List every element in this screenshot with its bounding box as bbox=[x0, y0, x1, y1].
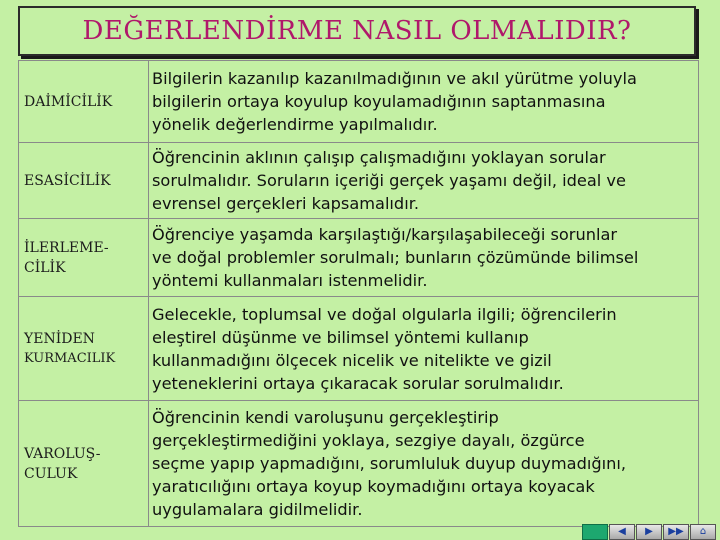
table-row-daimicilik bbox=[19, 61, 699, 143]
page-title: DEĞERLENDİRME NASIL OLMALIDIR? bbox=[82, 16, 632, 46]
row-text: Öğrenciye yaşamda karşılaştığı/karşılaşabileceği sorunlar ve doğal problemler sorulmalı; bunların çözümünde bilimsel yöntemi kullanmaları istenmelidir. bbox=[149, 219, 699, 297]
table-row-esasicilik bbox=[19, 143, 699, 219]
row-text: Gelecekle, toplumsal ve doğal olgularla ilgili; öğrencilerin eleştirel düşünme ve bilimsel yöntemi kullanıp kullanmadığını ölçecek nicelik ve nitelikte ve gizil yeteneklerini ortaya çıkaracak sorular sorulmalıdır. bbox=[149, 297, 699, 401]
end-icon[interactable]: ▶▶ bbox=[663, 524, 689, 540]
table-row-ilerlemecilik bbox=[19, 219, 699, 297]
title-box bbox=[18, 6, 696, 56]
row-label: VAROLUŞ- CULUK bbox=[19, 401, 149, 527]
row-label: İLERLEME- CİLİK bbox=[19, 219, 149, 297]
table-row-yenidenkurmacilik bbox=[19, 297, 699, 401]
table-row-varolusculuk bbox=[19, 401, 699, 527]
blank-icon[interactable] bbox=[582, 524, 608, 540]
row-label: DAİMİCİLİK bbox=[19, 61, 149, 143]
row-label-line1: YENİDEN bbox=[24, 330, 95, 347]
row-text: Bilgilerin kazanılıp kazanılmadığının ve akıl yürütme yoluyla bilgilerin ortaya koyulup koyulamadığının saptanmasına yönelik değerlendirme yapılmalıdır. bbox=[149, 61, 699, 143]
row-text: Öğrencinin kendi varoluşunu gerçekleştirip gerçekleştirmediğini yoklaya, sezgiye dayalı, özgürce seçme yapıp yapmadığını, sorumluluk duyup duymadığını, yaratıcılığını ortaya koyup koymadığını ortaya koyacak uygulamalara gidilmelidir. bbox=[149, 401, 699, 527]
slide-navigation bbox=[582, 524, 716, 540]
home-icon[interactable]: ⌂ bbox=[690, 524, 716, 540]
row-label-line2: KURMACILIK bbox=[24, 350, 116, 366]
philosophy-table bbox=[18, 60, 699, 527]
row-label: ESASİCİLİK bbox=[19, 143, 149, 219]
next-icon[interactable]: ▶ bbox=[636, 524, 662, 540]
previous-icon[interactable]: ◀ bbox=[609, 524, 635, 540]
row-label bbox=[19, 297, 149, 401]
row-text: Öğrencinin aklının çalışıp çalışmadığını yoklayan sorular sorulmalıdır. Soruların içeriği gerçek yaşamı değil, ideal ve evrensel gerçekleri kapsamalıdır. bbox=[149, 143, 699, 219]
